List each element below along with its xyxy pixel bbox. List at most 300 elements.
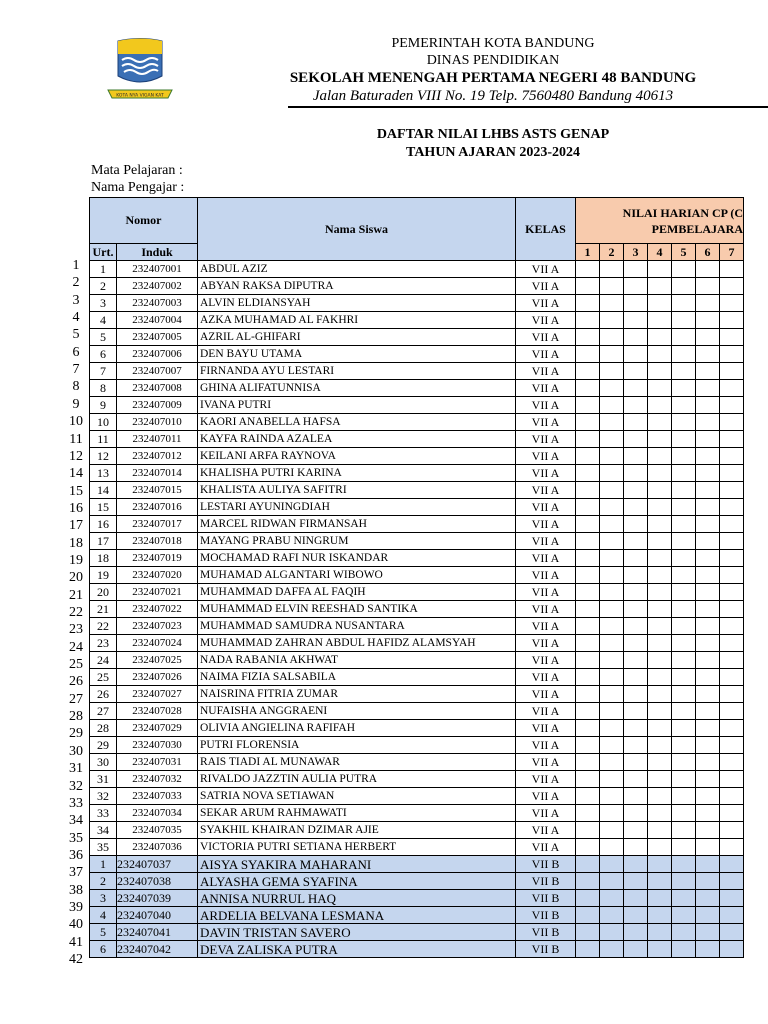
grade-cell[interactable] [624,431,648,448]
grade-cell[interactable] [624,771,648,788]
grade-cell[interactable] [576,601,600,618]
grade-cell[interactable] [576,533,600,550]
grade-cell[interactable] [600,703,624,720]
grade-cell[interactable] [624,941,648,958]
grade-cell[interactable] [696,941,720,958]
grade-cell[interactable] [624,924,648,941]
grade-cell[interactable] [672,397,696,414]
grade-cell[interactable] [576,312,600,329]
grade-cell[interactable] [624,499,648,516]
grade-cell[interactable] [672,618,696,635]
grade-cell[interactable] [624,873,648,890]
grade-cell[interactable] [600,686,624,703]
grade-cell[interactable] [696,465,720,482]
grade-cell[interactable] [672,312,696,329]
grade-cell[interactable] [672,567,696,584]
grade-cell[interactable] [600,822,624,839]
grade-cell[interactable] [600,669,624,686]
grade-cell[interactable] [672,788,696,805]
grade-cell[interactable] [672,941,696,958]
grade-cell[interactable] [696,924,720,941]
grade-cell[interactable] [624,363,648,380]
grade-cell[interactable] [576,278,600,295]
grade-cell[interactable] [600,771,624,788]
grade-cell[interactable] [600,839,624,856]
grade-cell[interactable] [648,261,672,278]
grade-cell[interactable] [600,431,624,448]
grade-cell[interactable] [600,856,624,873]
grade-cell[interactable] [624,822,648,839]
grade-cell[interactable] [720,601,744,618]
grade-cell[interactable] [720,924,744,941]
grade-cell[interactable] [624,907,648,924]
grade-cell[interactable] [624,754,648,771]
nilai-col-header: 1 [576,244,600,261]
grade-cell[interactable] [648,873,672,890]
grade-cell[interactable] [600,890,624,907]
grade-cell[interactable] [696,414,720,431]
grade-cell[interactable] [624,448,648,465]
grade-cell[interactable] [696,346,720,363]
grade-cell[interactable] [720,278,744,295]
grade-cell[interactable] [696,720,720,737]
grade-cell[interactable] [696,601,720,618]
grade-cell[interactable] [720,550,744,567]
grade-cell[interactable] [720,380,744,397]
grade-cell[interactable] [624,686,648,703]
grade-cell[interactable] [600,380,624,397]
grade-cell[interactable] [720,788,744,805]
grade-cell[interactable] [720,516,744,533]
grade-cell[interactable] [648,822,672,839]
grade-cell[interactable] [648,482,672,499]
grade-cell[interactable] [600,312,624,329]
grade-cell[interactable] [672,363,696,380]
grade-cell[interactable] [672,754,696,771]
grade-cell[interactable] [600,448,624,465]
grade-cell[interactable] [600,873,624,890]
grade-cell[interactable] [672,533,696,550]
grade-cell[interactable] [648,295,672,312]
grade-cell[interactable] [624,414,648,431]
grade-cell[interactable] [600,516,624,533]
grade-cell[interactable] [672,669,696,686]
grade-cell[interactable] [576,754,600,771]
grade-cell[interactable] [648,533,672,550]
grade-cell[interactable] [672,720,696,737]
grade-cell[interactable] [672,329,696,346]
grade-cell[interactable] [624,720,648,737]
grade-cell[interactable] [696,703,720,720]
grade-cell[interactable] [696,312,720,329]
grade-cell[interactable] [648,516,672,533]
grade-cell[interactable] [624,397,648,414]
grade-cell[interactable] [576,295,600,312]
row-number: 7 [72,362,80,378]
grade-cell[interactable] [648,431,672,448]
grade-cell[interactable] [696,822,720,839]
student-name-cell: MARCEL RIDWAN FIRMANSAH [198,516,516,533]
grade-cell[interactable] [600,805,624,822]
grade-cell[interactable] [720,652,744,669]
grade-cell[interactable] [576,397,600,414]
grade-cell[interactable] [576,618,600,635]
grade-cell[interactable] [624,465,648,482]
grade-cell[interactable] [600,465,624,482]
grade-cell[interactable] [624,567,648,584]
grade-cell[interactable] [648,601,672,618]
grade-cell[interactable] [600,499,624,516]
grade-cell[interactable] [648,567,672,584]
grade-cell[interactable] [672,601,696,618]
grade-cell[interactable] [600,601,624,618]
row-number: 20 [69,570,83,586]
grade-cell[interactable] [648,618,672,635]
grade-cell[interactable] [576,737,600,754]
grade-cell[interactable] [672,584,696,601]
grade-cell[interactable] [576,941,600,958]
grade-cell[interactable] [576,346,600,363]
grade-cell[interactable] [600,635,624,652]
grade-cell[interactable] [600,907,624,924]
grade-cell[interactable] [720,363,744,380]
grade-cell[interactable] [720,567,744,584]
grade-cell[interactable] [600,788,624,805]
grade-cell[interactable] [624,618,648,635]
grade-cell[interactable] [600,737,624,754]
grade-cell[interactable] [696,261,720,278]
grade-cell[interactable] [672,499,696,516]
grade-cell[interactable] [648,584,672,601]
grade-cell[interactable] [696,499,720,516]
grade-cell[interactable] [648,771,672,788]
grade-cell[interactable] [720,635,744,652]
grade-cell[interactable] [648,465,672,482]
grade-cell[interactable] [624,669,648,686]
header-department: DINAS PENDIDIKAN [426,53,560,68]
grade-cell[interactable] [576,448,600,465]
grade-cell[interactable] [720,431,744,448]
grade-cell[interactable] [648,669,672,686]
grade-cell[interactable] [696,805,720,822]
grade-cell[interactable] [696,278,720,295]
grade-cell[interactable] [672,737,696,754]
grade-cell[interactable] [600,295,624,312]
grade-cell[interactable] [672,856,696,873]
grade-cell[interactable] [648,856,672,873]
grade-cell[interactable] [720,686,744,703]
grade-cell[interactable] [600,754,624,771]
grade-cell[interactable] [648,550,672,567]
grade-cell[interactable] [624,380,648,397]
grade-cell[interactable] [576,924,600,941]
grade-cell[interactable] [696,907,720,924]
grade-cell[interactable] [576,805,600,822]
grade-cell[interactable] [624,278,648,295]
grade-cell[interactable] [576,414,600,431]
grade-cell[interactable] [672,924,696,941]
grade-cell[interactable] [648,941,672,958]
grade-cell[interactable] [576,584,600,601]
grade-cell[interactable] [576,788,600,805]
grade-cell[interactable] [720,856,744,873]
grade-cell[interactable] [696,431,720,448]
grade-cell[interactable] [672,805,696,822]
grade-cell[interactable] [696,329,720,346]
urt-cell: 7 [90,363,117,380]
grade-cell[interactable] [696,686,720,703]
grade-cell[interactable] [720,754,744,771]
grade-cell[interactable] [648,890,672,907]
grade-cell[interactable] [720,448,744,465]
grade-cell[interactable] [576,873,600,890]
grade-cell[interactable] [696,533,720,550]
grade-cell[interactable] [672,516,696,533]
grade-cell[interactable] [696,873,720,890]
grade-cell[interactable] [576,499,600,516]
row-number: 36 [69,847,83,863]
grade-cell[interactable] [576,652,600,669]
grade-cell[interactable] [600,397,624,414]
grade-cell[interactable] [648,635,672,652]
grade-cell[interactable] [624,737,648,754]
grade-cell[interactable] [648,788,672,805]
grade-cell[interactable] [576,686,600,703]
grade-cell[interactable] [720,890,744,907]
grade-cell[interactable] [624,890,648,907]
grade-cell[interactable] [624,295,648,312]
grade-cell[interactable] [600,363,624,380]
grade-cell[interactable] [624,601,648,618]
grade-cell[interactable] [720,261,744,278]
grade-cell[interactable] [576,890,600,907]
grade-cell[interactable] [672,907,696,924]
grade-cell[interactable] [648,380,672,397]
grade-cell[interactable] [600,567,624,584]
grade-cell[interactable] [672,703,696,720]
grade-cell[interactable] [720,771,744,788]
grade-cell[interactable] [720,499,744,516]
student-rows [90,261,744,958]
grade-cell[interactable] [576,669,600,686]
grade-cell[interactable] [648,329,672,346]
grade-cell[interactable] [672,635,696,652]
grade-cell[interactable] [696,635,720,652]
grade-cell[interactable] [672,822,696,839]
grade-cell[interactable] [648,499,672,516]
grade-cell[interactable] [696,567,720,584]
grade-cell[interactable] [600,550,624,567]
grade-cell[interactable] [720,822,744,839]
student-row [90,567,744,584]
grade-cell[interactable] [672,346,696,363]
grade-cell[interactable] [696,397,720,414]
grade-cell[interactable] [720,720,744,737]
grade-cell[interactable] [720,482,744,499]
grade-cell[interactable] [648,720,672,737]
grade-cell[interactable] [600,482,624,499]
grade-cell[interactable] [720,312,744,329]
grade-cell[interactable] [672,839,696,856]
grade-cell[interactable] [648,686,672,703]
grade-cell[interactable] [600,329,624,346]
grade-cell[interactable] [696,737,720,754]
grade-cell[interactable] [600,346,624,363]
grade-cell[interactable] [672,295,696,312]
grade-cell[interactable] [648,652,672,669]
grade-cell[interactable] [624,788,648,805]
grade-cell[interactable] [648,414,672,431]
grade-cell[interactable] [672,380,696,397]
grade-cell[interactable] [576,720,600,737]
grade-cell[interactable] [576,839,600,856]
grade-cell[interactable] [720,941,744,958]
grade-cell[interactable] [696,754,720,771]
grade-cell[interactable] [720,907,744,924]
grade-cell[interactable] [576,482,600,499]
grade-cell[interactable] [720,805,744,822]
grade-cell[interactable] [696,380,720,397]
grade-cell[interactable] [576,703,600,720]
grade-cell[interactable] [696,482,720,499]
grade-cell[interactable] [672,873,696,890]
grade-cell[interactable] [624,261,648,278]
grade-cell[interactable] [672,431,696,448]
grade-cell[interactable] [672,652,696,669]
grade-cell[interactable] [720,584,744,601]
grade-cell[interactable] [624,839,648,856]
grade-cell[interactable] [696,669,720,686]
grade-cell[interactable] [600,414,624,431]
grade-cell[interactable] [624,652,648,669]
grade-cell[interactable] [720,329,744,346]
subject-label: Mata Pelajaran : [91,163,183,178]
grade-cell[interactable] [648,346,672,363]
grade-cell[interactable] [696,516,720,533]
grade-cell[interactable] [672,771,696,788]
grade-cell[interactable] [624,635,648,652]
grade-cell[interactable] [576,567,600,584]
grade-cell[interactable] [648,754,672,771]
grade-cell[interactable] [648,363,672,380]
grade-cell[interactable] [576,363,600,380]
grade-cell[interactable] [624,482,648,499]
grade-cell[interactable] [720,873,744,890]
grade-cell[interactable] [648,907,672,924]
grade-cell[interactable] [576,856,600,873]
grade-cell[interactable] [672,465,696,482]
grade-cell[interactable] [600,261,624,278]
grade-cell[interactable] [648,703,672,720]
grade-cell[interactable] [624,516,648,533]
grade-cell[interactable] [648,397,672,414]
row-number: 39 [69,899,83,915]
grade-cell[interactable] [648,312,672,329]
grade-cell[interactable] [672,278,696,295]
grade-cell[interactable] [576,822,600,839]
grade-cell[interactable] [720,346,744,363]
grade-cell[interactable] [720,737,744,754]
grade-cell[interactable] [624,346,648,363]
grade-cell[interactable] [576,329,600,346]
grade-cell[interactable] [672,550,696,567]
grade-cell[interactable] [720,669,744,686]
grade-cell[interactable] [696,295,720,312]
grade-cell[interactable] [672,686,696,703]
grade-cell[interactable] [648,805,672,822]
grade-cell[interactable] [624,805,648,822]
grade-cell[interactable] [696,618,720,635]
grade-cell[interactable] [672,414,696,431]
grade-cell[interactable] [672,482,696,499]
grade-cell[interactable] [720,703,744,720]
grade-cell[interactable] [624,550,648,567]
grade-cell[interactable] [696,448,720,465]
grade-cell[interactable] [648,924,672,941]
grade-cell[interactable] [648,448,672,465]
grade-cell[interactable] [600,941,624,958]
grade-cell[interactable] [672,261,696,278]
grade-cell[interactable] [576,907,600,924]
grade-cell[interactable] [696,771,720,788]
grade-cell[interactable] [576,771,600,788]
grade-cell[interactable] [696,788,720,805]
grade-cell[interactable] [696,839,720,856]
grade-cell[interactable] [600,618,624,635]
grade-cell[interactable] [600,533,624,550]
grade-cell[interactable] [600,584,624,601]
grade-cell[interactable] [720,397,744,414]
student-row [90,584,744,601]
header-school-name: SEKOLAH MENENGAH PERTAMA NEGERI 48 BANDUNG [289,70,697,86]
grade-cell[interactable] [576,516,600,533]
grade-cell[interactable] [624,703,648,720]
grade-cell[interactable] [720,618,744,635]
grade-cell[interactable] [648,278,672,295]
grade-cell[interactable] [576,261,600,278]
grade-cell[interactable] [576,635,600,652]
grade-cell[interactable] [720,414,744,431]
grade-cell[interactable] [696,890,720,907]
grade-cell[interactable] [696,652,720,669]
grade-cell[interactable] [624,584,648,601]
grade-cell[interactable] [624,312,648,329]
grade-cell[interactable] [624,533,648,550]
grade-cell[interactable] [624,856,648,873]
grade-cell[interactable] [720,295,744,312]
grade-cell[interactable] [600,924,624,941]
grade-cell[interactable] [672,890,696,907]
grade-cell[interactable] [576,431,600,448]
grade-cell[interactable] [696,363,720,380]
grade-cell[interactable] [648,737,672,754]
grade-cell[interactable] [696,550,720,567]
grade-cell[interactable] [720,839,744,856]
grade-cell[interactable] [600,720,624,737]
grade-cell[interactable] [648,839,672,856]
grade-cell[interactable] [576,380,600,397]
grade-cell[interactable] [720,533,744,550]
grade-cell[interactable] [720,465,744,482]
grade-cell[interactable] [576,465,600,482]
grade-cell[interactable] [696,584,720,601]
grade-cell[interactable] [600,652,624,669]
grade-cell[interactable] [600,278,624,295]
grade-cell[interactable] [576,550,600,567]
grade-cell[interactable] [696,856,720,873]
grade-cell[interactable] [624,329,648,346]
grade-cell[interactable] [672,448,696,465]
